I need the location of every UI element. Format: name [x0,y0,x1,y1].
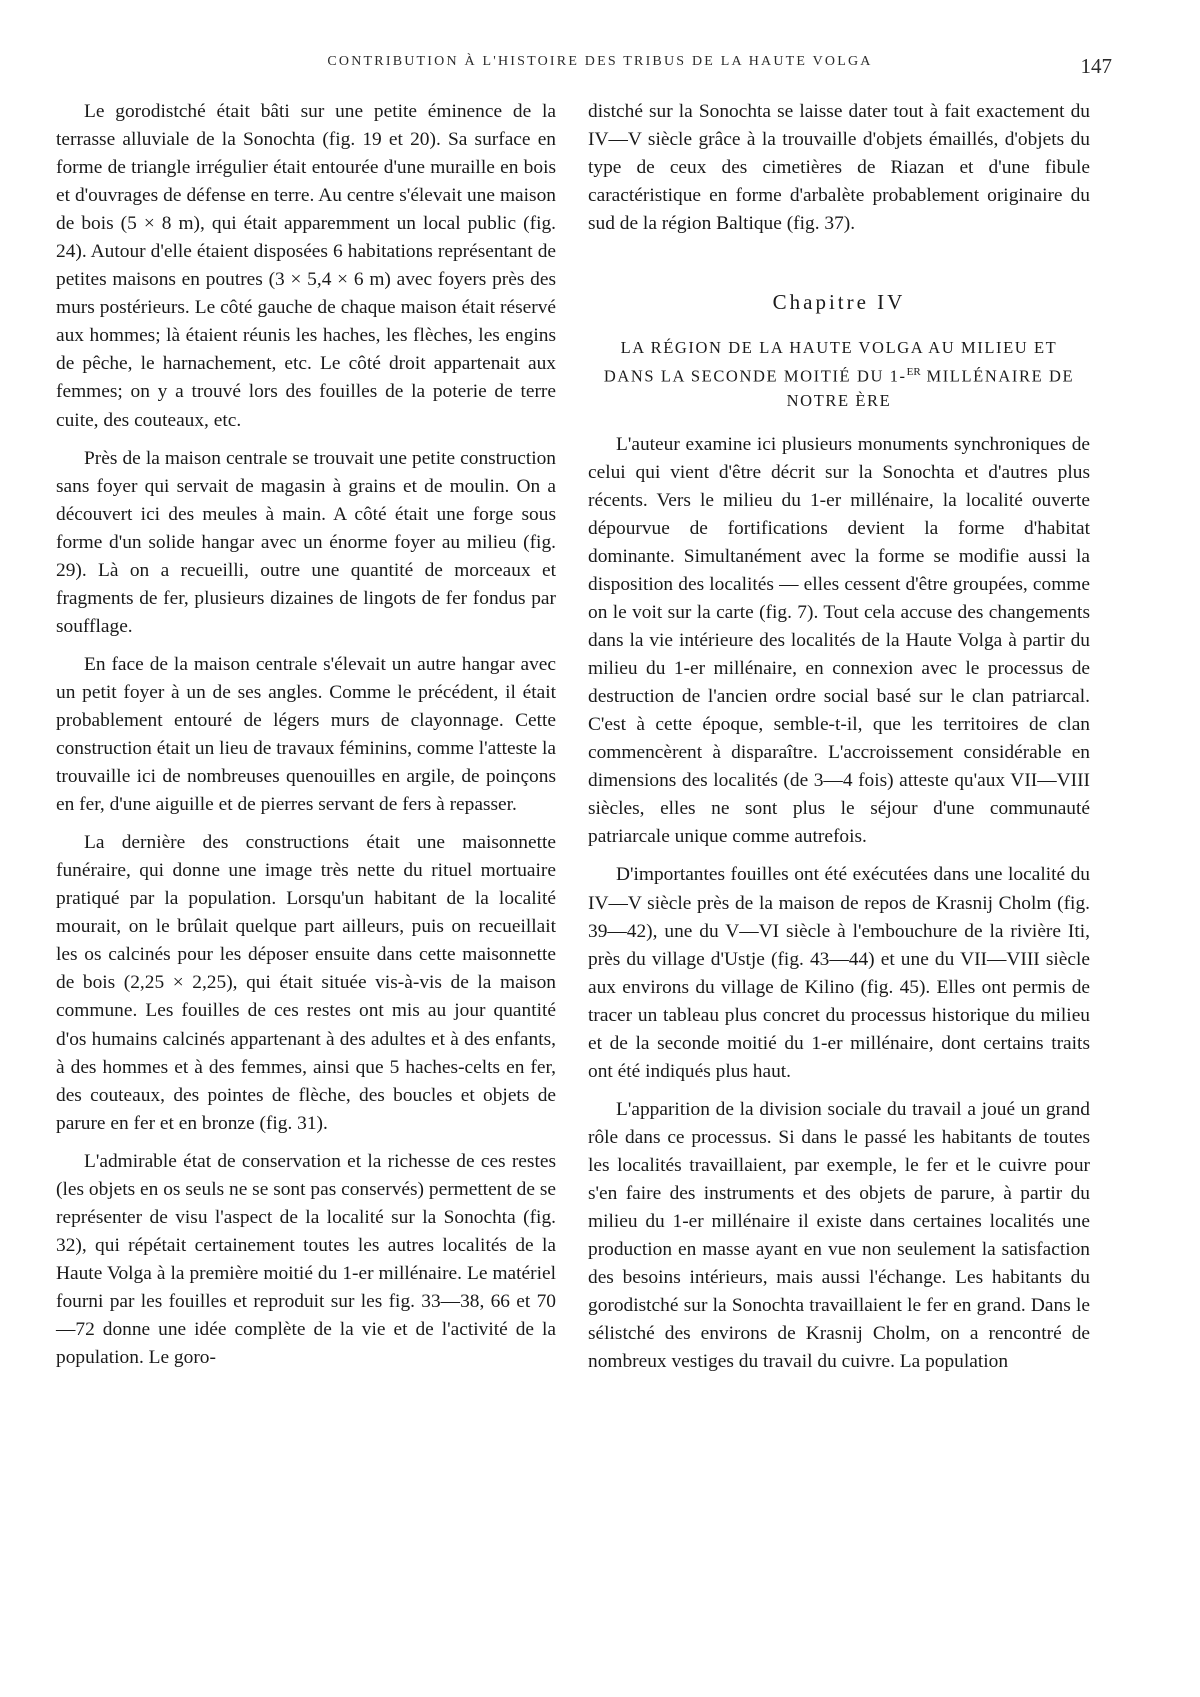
paragraph: D'importantes fouilles ont été exécutées dans une localité du IV—V siècle près de la maison de repos de Krasnij Cholm (fig. 39—42), une du V—VI siècle à l'embouchure de la rivière Iti, près du village d'Ustje (fig. 43—44) et une du VII—VIII siècle aux environs du village de Kilino (fig. 45). Elles ont permis de tracer un tableau plus concret du processus historique du milieu et de la seconde moitié du 1-er millénaire, dont certains traits ont été indiqués plus haut. [588,864,1090,1082]
paragraph: La dernière des constructions était une maisonnette funéraire, qui donne une image très nette du rituel mortuaire pratiqué par la population. Lorsqu'un habitant de la localité mourait, on le brûlait quelque part ailleurs, puis on recueillait les os calcinés pour les déposer ensuite dans cette maisonnette de bois (2,25 × 2,25), qui était située vis-à-vis de la maison commune. Les fouilles de ces restes ont mis au jour quantité d'os humains calcinés appartenant à des adultes et à des enfants, à des hommes et à des femmes, ainsi que 5 haches-celts en fer, des couteaux, des pointes de flèche, des boucles et objets de parure en fer et en bronze (fig. 31). [56,832,556,1134]
paragraph: L'admirable état de conservation et la richesse de ces restes (les objets en os seuls ne se sont pas conservés) permettent de se représenter de visu l'aspect de la localité sur la Sonochta (fig. 32), qui répétait certainement toutes les autres localités de la Haute Volga à la première moitié du 1-er millénaire. Le matériel fourni par les fouilles et reproduit sur les fig. 33—38, 66 et 70—72 donne une idée complète de la vie et de l'activité de la population. Le goro- [56,1150,556,1369]
left-column [56,98,556,1372]
paragraph: L'auteur examine ici plusieurs monuments synchroniques de celui qui vient d'être décrit sur la Sonochta et d'autres plus récents. Vers le milieu du 1-er millénaire, la localité ouverte dépourvue de fortifications devient la forme d'habitat dominante. Simultanément avec la forme se modifie aussi la disposition des localités — elles cessent d'être groupées, comme on le voit sur la carte (fig. 7). Tout cela accuse des changements dans la vie intérieure des localités de la Haute Volga à partir du milieu du 1-er millénaire, en connexion avec le processus de destruction de l'ancien ordre social basé sur le clan patriarcal. C'est à cette époque, semble-t-il, que les territoires de clan commencèrent à disparaître. L'accroissement considérable en dimensions des localités (de 3—4 fois) atteste qu'aux VII—VIII siècles, elles ne sont plus le séjour d'une communauté patriarcale unique comme autrefois. [588,433,1090,848]
chapter-title-main: LA RÉGION DE LA HAUTE VOLGA AU MILIEU ET DANS LA SECONDE MOITIÉ DU 1- [603,338,1058,386]
right-column [588,98,1090,1376]
running-title: CONTRIBUTION À L'HISTOIRE DES TRIBUS DE LA HAUTE VOLGA [327,54,873,69]
chapter-title [588,336,1090,413]
paragraph: En face de la maison centrale s'élevait un autre hangar avec un petit foyer à un de ses angles. Comme le précédent, il était probablement entouré de légers murs de clayonnage. Cette construction était un lieu de travaux féminins, comme l'atteste la trouvaille ici de nombreuses quenouilles en argile, de poinçons en fer, d'une aiguille et de pierres servant de fers à repasser. [56,653,556,816]
paragraph: Près de la maison centrale se trouvait une petite construction sans foyer qui servait de magasin à grains et de moulin. On a découvert ici des meules à main. A côté était une forge sous forme d'un solide hangar avec un énorme foyer au milieu (fig. 29). Là on a recueilli, outre une quantité de morceaux et fragments de fer, plusieurs dizaines de lingots de fer fondus par soufflage. [56,447,556,637]
chapter-heading [588,288,1090,413]
page-number: 147 [1080,54,1112,78]
paragraph: L'apparition de la division sociale du travail a joué un grand rôle dans ce processus. Si dans le passé les habitants de toutes les localités travaillaient, par exemple, le fer et le cuivre pour s'en faire des instruments et des objets de parure, à partir du milieu du 1-er millénaire il existe dans certaines localités une production en masse ayant en vue non seulement la satisfaction des besoins intérieurs, mais aussi l'échange. Les habitants du gorodistché sur la Sonochta travaillaient le fer en grand. Dans le sélistché des environs de Krasnij Cholm, on a rencontré de nombreux vestiges du travail du cuivre. La population [588,1098,1090,1373]
paragraph: Le gorodistché était bâti sur une petite éminence de la terrasse alluviale de la Sonochta (fig. 19 et 20). Sa surface en forme de triangle irrégulier était entourée d'une muraille en bois et d'ouvrages de défense en terre. Au centre s'élevait une maison de bois (5 × 8 m), qui était apparemment un local public (fig. 24). Autour d'elle étaient disposées 6 habitations représentant de petites maisons en poutres (3 × 5,4 × 6 m) avec foyers près des murs postérieurs. Le côté gauche de chaque maison était réservé aux hommes; là étaient réunis les haches, les flèches, les engins de pêche, le harnachement, etc. Le côté droit appartenait aux femmes; on y a trouvé lors des fouilles de la poterie de terre cuite, des couteaux, etc. [56,101,556,431]
paragraph-continued: distché sur la Sonochta se laisse dater tout à fait exactement du IV—V siècle grâce à la trouvaille d'objets émaillés, d'objets du type de ceux des cimetières de Riazan et d'une fibule caractéristique en forme d'arbalète probablement originaire du sud de la région Baltique (fig. 37). [588,101,1090,235]
chapter-title-end: MILLÉNAIRE DE NOTRE ÈRE [786,366,1075,410]
chapter-title-superscript: ER [906,366,921,379]
chapter-label: Chapitre IV [772,290,906,315]
